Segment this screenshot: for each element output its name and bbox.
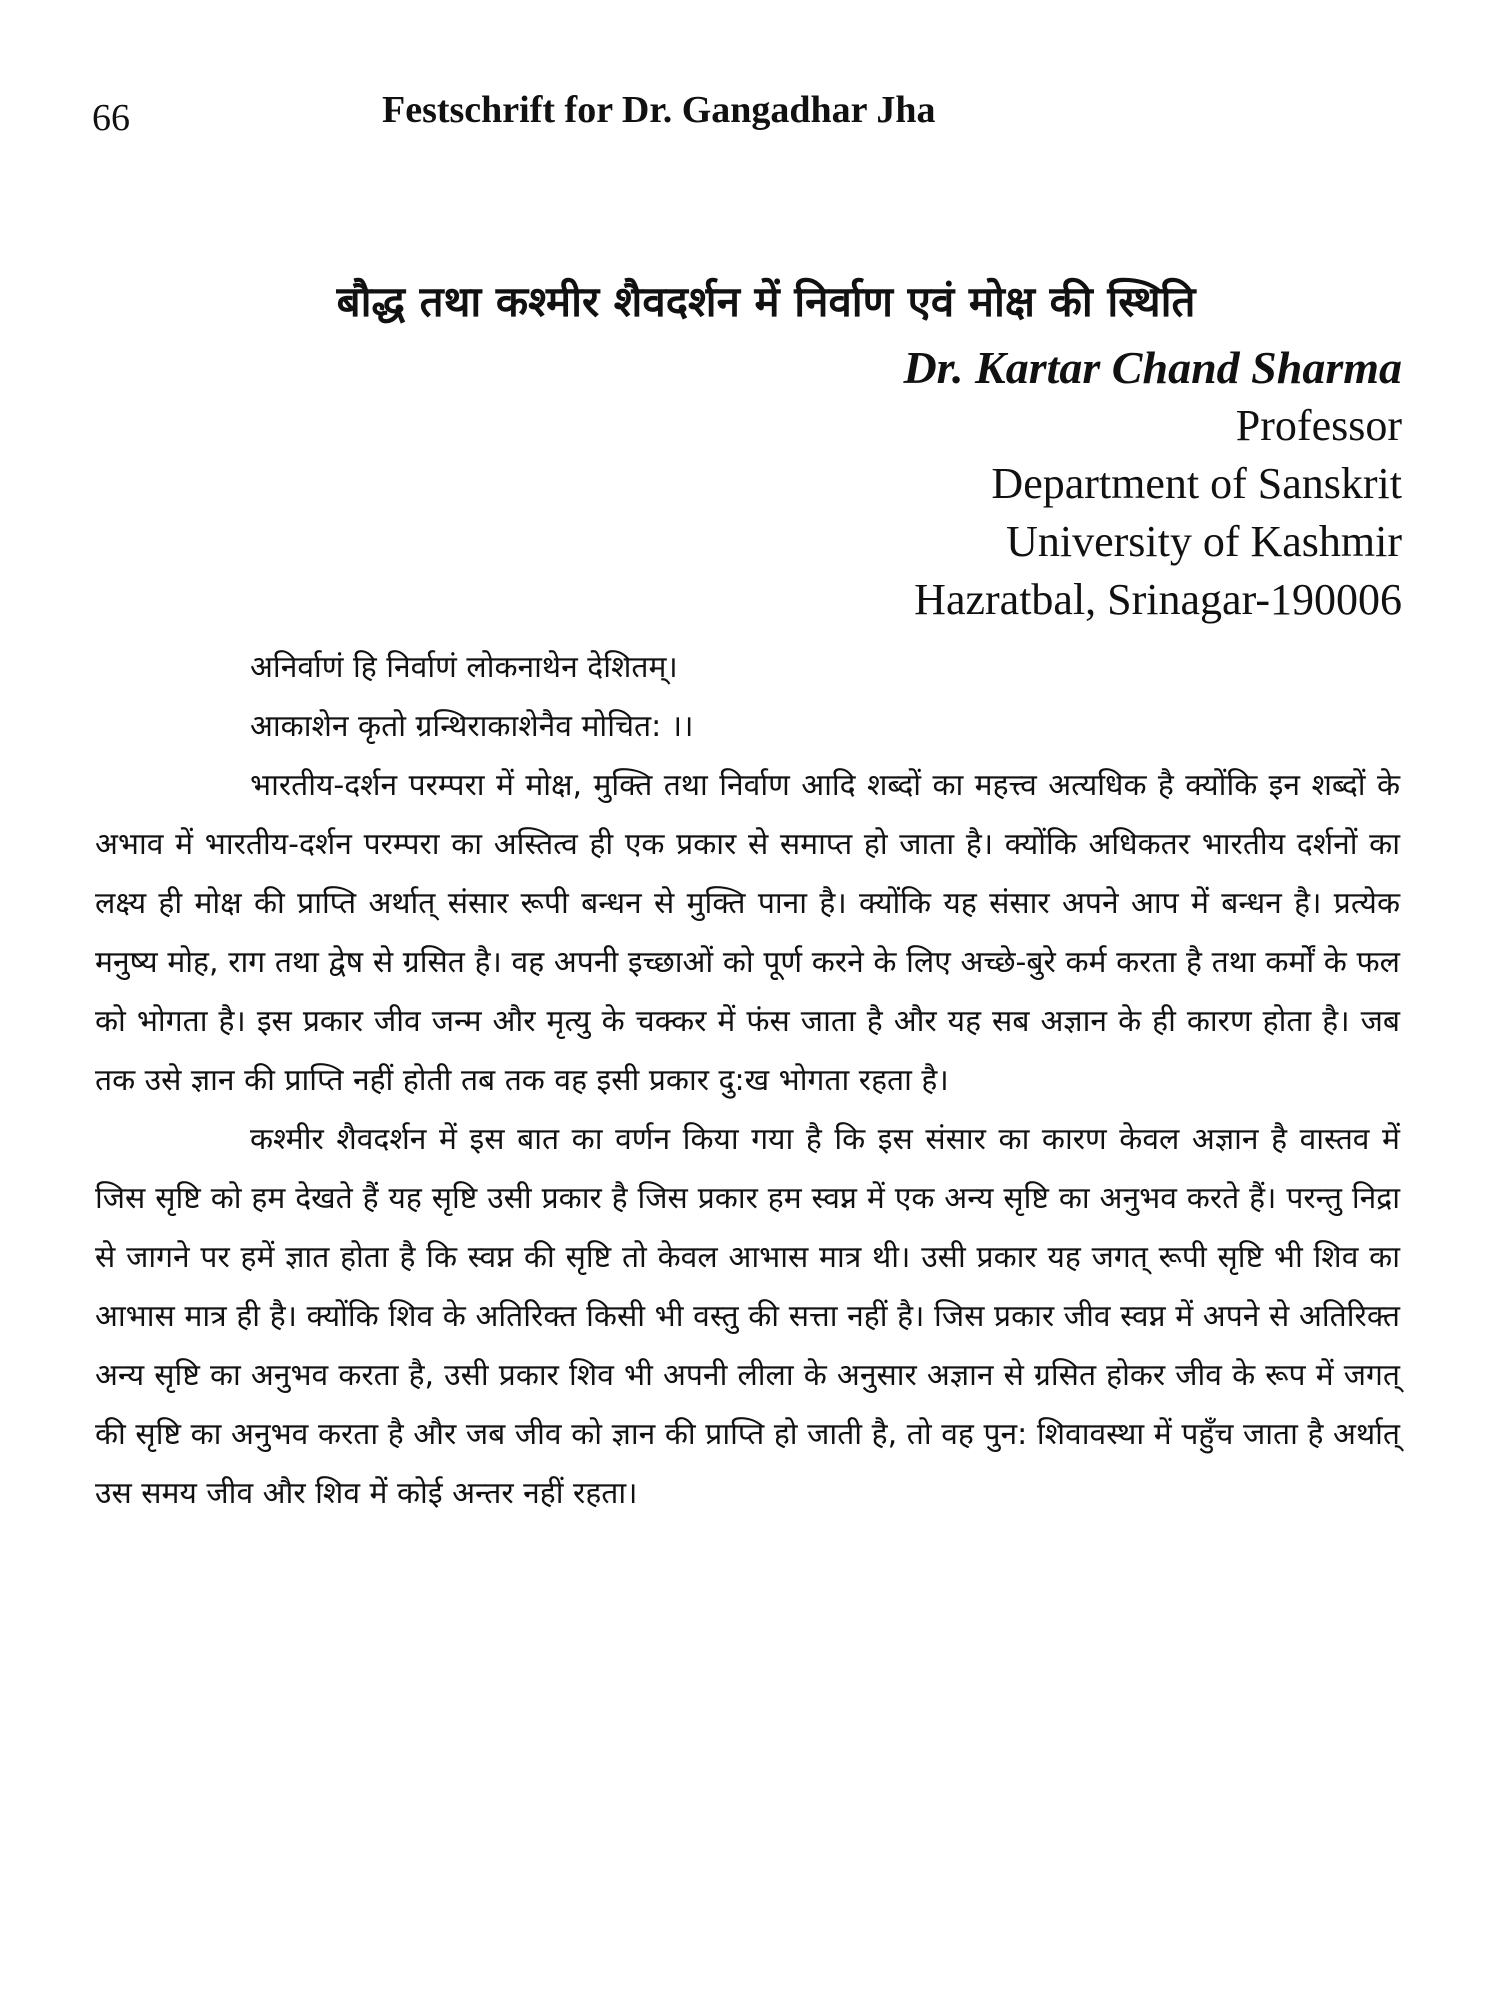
article-body [95,638,1400,1523]
verse-line-2: आकाशेन कृतो ग्रन्थिराकाशेनैव मोचित: ।। [250,709,694,744]
article-title: बौद्ध तथा कश्मीर शैवदर्शन में निर्वाण एवं मोक्ष की स्थिति [336,277,1196,326]
paragraph-2: कश्मीर शैवदर्शन में इस बात का वर्णन किया गया है कि इस संसार का कारण केवल अज्ञान है वास्तव में जिस सृष्टि को हम देखते हैं यह सृष्टि उसी प्रकार है जिस प्रकार हम स्वप्न में एक अन्य सृष्टि का अनुभव करते हैं। परन्तु निद्रा से जागने पर हमें ज्ञात होता है कि स्वप्न की सृष्टि तो केवल आभास मात्र थी। उसी प्रकार यह जगत् रूपी सृष्टि भी शिव का आभास मात्र ही है। क्योंकि शिव के अतिरिक्त किसी भी वस्तु की सत्ता नहीं है। जिस प्रकार जीव स्वप्न में अपने से अतिरिक्त अन्य सृष्टि का अनुभव करता है, उसी प्रकार शिव भी अपनी लीला के अनुसार अज्ञान से ग्रसित होकर जीव के रूप में जगत् की सृष्टि का अनुभव करता है और जब जीव को ज्ञान की प्राप्ति हो जाती है, तो वह पुन: शिवावस्था में पहुँच जाता है अर्थात् उस समय जीव और शिव में कोई अन्तर नहीं रहता। [95,1122,1400,1511]
running-title: Festschrift for Dr. Gangadhar Jha [382,89,936,131]
article-heading [90,272,1402,629]
author-name: Dr. Kartar Chand Sharma [903,342,1402,393]
page-number: 66 [92,97,130,139]
author-department: Department of Sanskrit [991,459,1402,508]
running-header [92,88,1392,148]
verse-line-1: अनिर्वाणं हि निर्वाणं लोकनाथेन देशितम्। [250,650,678,685]
author-block [90,339,1402,629]
author-designation: Professor [1235,401,1402,450]
author-address: Hazratbal, Srinagar-190006 [914,575,1402,624]
author-university: University of Kashmir [1006,517,1402,566]
paragraph-1: भारतीय-दर्शन परम्परा में मोक्ष, मुक्ति तथा निर्वाण आदि शब्दों का महत्त्व अत्यधिक है क्योंकि इन शब्दों के अभाव में भारतीय-दर्शन परम्परा का अस्तित्व ही एक प्रकार से समाप्त हो जाता है। क्योंकि अधिकतर भारतीय दर्शनों का लक्ष्य ही मोक्ष की प्राप्ति अर्थात् संसार रूपी बन्धन से मुक्ति पाना है। क्योंकि यह संसार अपने आप में बन्धन है। प्रत्येक मनुष्य मोह, राग तथा द्वेष से ग्रसित है। वह अपनी इच्छाओं को पूर्ण करने के लिए अच्छे-बुरे कर्म करता है तथा कर्मों के फल को भोगता है। इस प्रकार जीव जन्म और मृत्यु के चक्कर में फंस जाता है और यह सब अज्ञान के ही कारण होता है। जब तक उसे ज्ञान की प्राप्ति नहीं होती तब तक वह इसी प्रकार दु:ख भोगता रहता है। [95,768,1400,1098]
